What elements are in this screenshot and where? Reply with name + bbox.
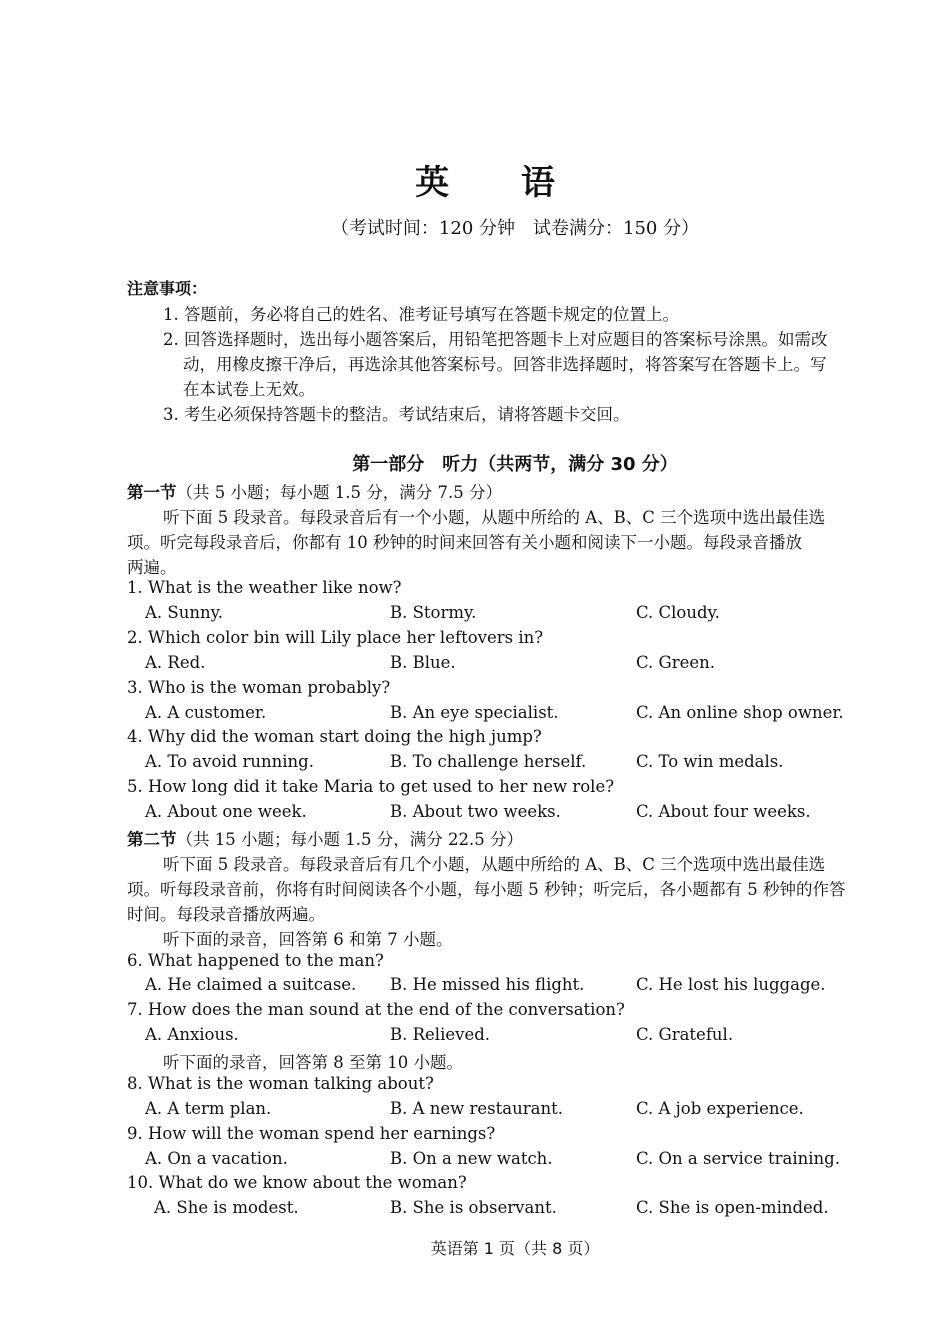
question-2-option-c: C. Green. — [636, 653, 715, 672]
section-1-header — [127, 479, 502, 503]
notice-item-2-line-3: 在本试卷上无效。 — [183, 380, 315, 399]
question-8-option-b: B. A new restaurant. — [390, 1099, 563, 1118]
section-2-instruction-line-1: 听下面 5 段录音。每段录音后有几个小题，从题中所给的 A、B、C 三个选项中选出最佳选 — [163, 855, 826, 874]
section-2-label: 第二节 — [127, 830, 177, 849]
question-1-option-b: B. Stormy. — [390, 603, 477, 622]
question-2-option-b: B. Blue. — [390, 653, 456, 672]
question-6: 6. What happened to the man? — [127, 951, 384, 970]
notice-label: 注意事项： — [127, 279, 208, 298]
section-2-info: （共 15 小题；每小题 1.5 分，满分 22.5 分） — [176, 830, 523, 849]
question-7: 7. How does the man sound at the end of the conversation? — [127, 1000, 625, 1019]
question-3-option-c: C. An online shop owner. — [636, 703, 844, 722]
question-6-option-a: A. He claimed a suitcase. — [145, 975, 357, 994]
question-5: 5. How long did it take Maria to get used to her new role? — [127, 777, 615, 796]
notice-item-1: 1. 答题前，务必将自己的姓名、准考证号填写在答题卡规定的位置上。 — [163, 305, 679, 324]
question-3-option-b: B. An eye specialist. — [390, 703, 559, 722]
question-10: 10. What do we know about the woman? — [127, 1173, 467, 1192]
question-5-option-a: A. About one week. — [145, 802, 307, 821]
section-2-instruction-line-2: 项。听每段录音前，你将有时间阅读各个小题，每小题 5 秒钟；听完后，各小题都有 5 秒钟的作答 — [127, 880, 846, 899]
question-8: 8. What is the woman talking about? — [127, 1074, 434, 1093]
question-6-option-c: C. He lost his luggage. — [636, 975, 826, 994]
page-footer: 英语第 1 页（共 8 页） — [430, 1239, 600, 1258]
question-4-option-a: A. To avoid running. — [145, 752, 314, 771]
part-1-title: 第一部分 听力（共两节，满分 30 分） — [352, 454, 678, 475]
question-9-option-b: B. On a new watch. — [390, 1149, 553, 1168]
question-10-option-b: B. She is observant. — [390, 1198, 557, 1217]
notice-item-2-line-1: 2. 回答选择题时，选出每小题答案后，用铅笔把答题卡上对应题目的答案标号涂黑。如需改 — [163, 330, 828, 349]
section-1-instruction-line-3: 两遍。 — [127, 558, 177, 577]
section-2-sub-instruction-2: 听下面的录音，回答第 8 至第 10 小题。 — [163, 1053, 463, 1072]
exam-info: （考试时间：120 分钟 试卷满分：150 分） — [330, 218, 700, 239]
question-4: 4. Why did the woman start doing the high jump? — [127, 727, 542, 746]
question-9: 9. How will the woman spend her earnings? — [127, 1124, 496, 1143]
question-10-option-c: C. She is open-minded. — [636, 1198, 829, 1217]
section-2-sub-instruction-1: 听下面的录音，回答第 6 和第 7 小题。 — [163, 930, 453, 949]
question-4-option-b: B. To challenge herself. — [390, 752, 587, 771]
question-1-option-c: C. Cloudy. — [636, 603, 720, 622]
question-7-option-c: C. Grateful. — [636, 1025, 734, 1044]
question-3-option-a: A. A customer. — [145, 703, 267, 722]
question-5-option-b: B. About two weeks. — [390, 802, 561, 821]
question-9-option-a: A. On a vacation. — [145, 1149, 288, 1168]
question-3: 3. Who is the woman probably? — [127, 678, 391, 697]
page-title: 英 语 — [415, 163, 585, 203]
section-1-label: 第一节 — [127, 483, 177, 502]
notice-item-3: 3. 考生必须保持答题卡的整洁。考试结束后，请将答题卡交回。 — [163, 405, 630, 424]
question-8-option-c: C. A job experience. — [636, 1099, 804, 1118]
section-1-info: （共 5 小题；每小题 1.5 分，满分 7.5 分） — [176, 483, 502, 502]
question-5-option-c: C. About four weeks. — [636, 802, 811, 821]
question-10-option-a: A. She is modest. — [154, 1198, 299, 1217]
question-8-option-a: A. A term plan. — [145, 1099, 272, 1118]
question-9-option-c: C. On a service training. — [636, 1149, 840, 1168]
question-1-option-a: A. Sunny. — [145, 603, 223, 622]
question-6-option-b: B. He missed his flight. — [390, 975, 585, 994]
section-1-instruction-line-1: 听下面 5 段录音。每段录音后有一个小题，从题中所给的 A、B、C 三个选项中选出最佳选 — [163, 508, 826, 527]
question-7-option-b: B. Relieved. — [390, 1025, 491, 1044]
notice-item-2-line-2: 动，用橡皮擦干净后，再选涂其他答案标号。回答非选择题时，将答案写在答题卡上。写 — [183, 355, 827, 374]
question-1: 1. What is the weather like now? — [127, 578, 402, 597]
section-1-instruction-line-2: 项。听完每段录音后，你都有 10 秒钟的时间来回答有关小题和阅读下一小题。每段录音播放 — [127, 533, 802, 552]
section-2-instruction-line-3: 时间。每段录音播放两遍。 — [127, 905, 325, 924]
question-2-option-a: A. Red. — [145, 653, 206, 672]
question-2: 2. Which color bin will Lily place her leftovers in? — [127, 628, 544, 647]
question-7-option-a: A. Anxious. — [145, 1025, 239, 1044]
section-2-header — [127, 826, 523, 850]
question-4-option-c: C. To win medals. — [636, 752, 784, 771]
